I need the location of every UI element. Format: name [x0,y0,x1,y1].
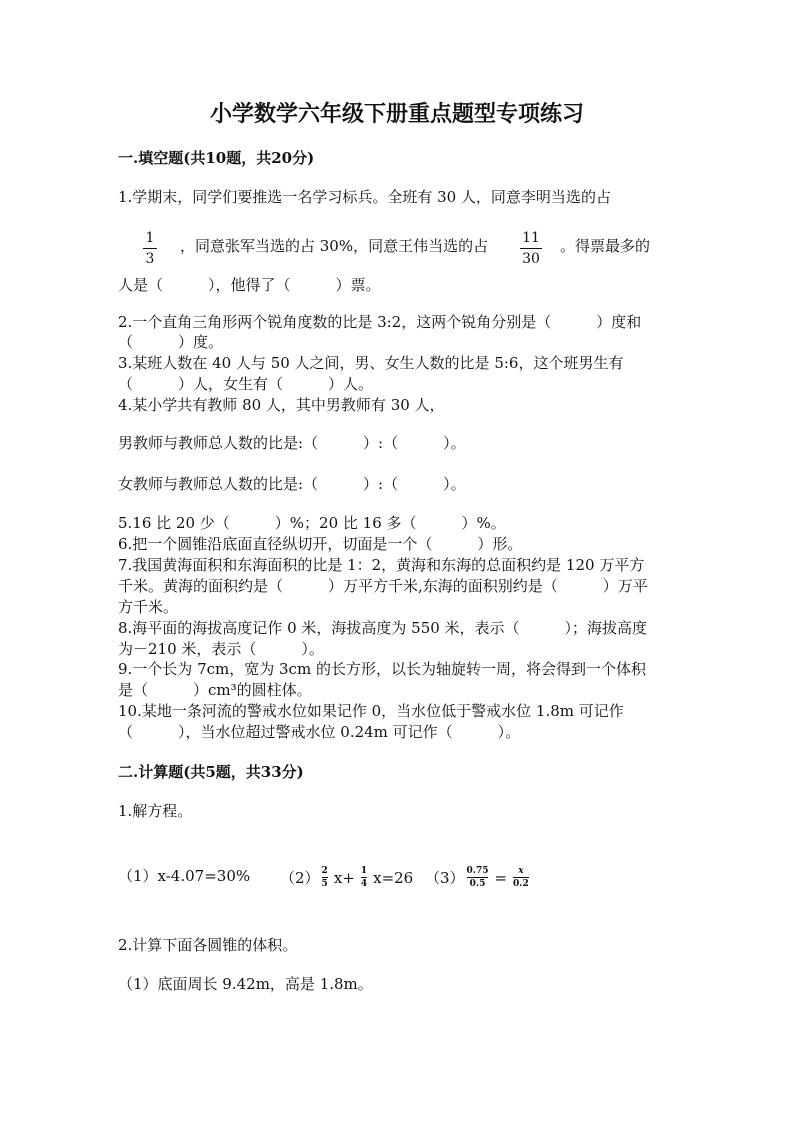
eq3-l-num: 0.75 [466,866,489,876]
q3-line1: 3.某班人数在 40 人与 50 人之间，男、女生人数的比是 5:6，这个班男生有 [118,354,624,372]
equation-2-fraction-two-fifths [322,866,328,889]
equation-3-right-fraction [513,866,529,889]
eq2-f2-den: 4 [360,879,368,889]
q9-line1: 9.一个长为 7cm，宽为 3cm 的长方形，以长为轴旋转一周，将会得到一个体积 [118,660,646,678]
q1-line2-mid: ，同意张军当选的占 30%，同意王伟当选的占 [180,237,489,255]
equation-3-prefix: （3） [425,868,465,887]
q2-line1: 2.一个直角三角形两个锐角度数的比是 3:2，这两个锐角分别是（ ）度和 [118,313,642,331]
equation-2 [280,866,413,889]
section-1-heading: 一.填空题(共10题，共20分) [118,149,315,167]
q1-line3: 人是（ ），他得了（ ）票。 [118,276,381,294]
q4-line2: 男教师与教师总人数的比是:（ ）:（ ）。 [118,434,466,452]
equation-2-end: x=26 [373,868,414,887]
eq2-f1-den: 5 [321,879,328,889]
q7-line3: 方千米。 [118,598,179,616]
q2-line2: （ ）度。 [118,333,224,351]
q1-line1: 1.学期末，同学们要推选一名学习标兵。全班有 30 人，同意李明当选的占 [118,188,611,206]
page-title: 小学数学六年级下册重点题型专项练习 [209,101,584,127]
eq3-r-num: x [518,866,524,876]
eq2-f1-num: 2 [321,866,328,876]
q1-fraction-one-third [143,230,157,267]
q4-line3: 女教师与教师总人数的比是:（ ）:（ ）。 [118,475,466,493]
q3-line2: （ ）人，女生有（ ）人。 [118,375,374,393]
q10-line1: 10.某地一条河流的警戒水位如果记作 0，当水位低于警戒水位 1.8m 可记作 [118,702,624,720]
equation-2-fraction-one-fourth [361,866,367,889]
q6: 6.把一个圆锥沿底面直径纵切开，切面是一个（ ）形。 [118,535,523,553]
q9-line2: 是（ ）cm³的圆柱体。 [118,681,312,699]
q1-fraction-eleven-thirtieths [520,230,542,267]
eq2-f2-num: 1 [360,866,368,876]
eq3-l-den: 0.5 [469,879,486,889]
q8-line2: 为－210 米，表示（ ）。 [118,640,324,658]
q7-line1: 7.我国黄海面积和东海面积的比是 1：2，黄海和东海的总面积约是 120 万平方 [118,556,645,574]
equation-1: （1）x-4.07=30% [118,867,251,885]
q1-frac1-denominator: 3 [145,251,155,267]
eq3-r-den: 0.2 [513,879,529,889]
equation-3-equals: = [494,868,508,887]
q4-line1: 4.某小学共有教师 80 人，其中男教师有 30 人， [118,396,445,414]
q1-frac2-denominator: 30 [522,251,540,267]
q5: 5.16 比 20 少（ ）%；20 比 16 多（ ）%。 [118,514,506,532]
calc-q2-label: 2.计算下面各圆锥的体积。 [118,936,298,954]
equation-2-mid: x+ [333,868,355,887]
calc-q1-label: 1.解方程。 [118,802,193,820]
section-2-heading: 二.计算题(共5题，共33分) [118,763,304,781]
q7-line2: 千米。黄海的面积约是（ ）万平方千米,东海的面积别约是（ ）万平 [118,577,648,595]
equation-3-left-fraction [467,866,489,889]
q1-frac2-numerator: 11 [522,230,540,246]
equation-2-prefix: （2） [280,868,320,887]
q1-frac1-numerator: 1 [145,230,155,246]
q1-line2-end: 。得票最多的 [560,237,651,255]
q8-line1: 8.海平面的海拔高度记作 0 米，海拔高度为 550 米，表示（ ）；海拔高度 [118,619,648,637]
calc-q2-item1: （1）底面周长 9.42m，高是 1.8m。 [118,975,373,993]
q10-line2: （ ），当水位超过警戒水位 0.24m 可记作（ ）。 [118,723,521,741]
equation-3 [425,866,531,889]
